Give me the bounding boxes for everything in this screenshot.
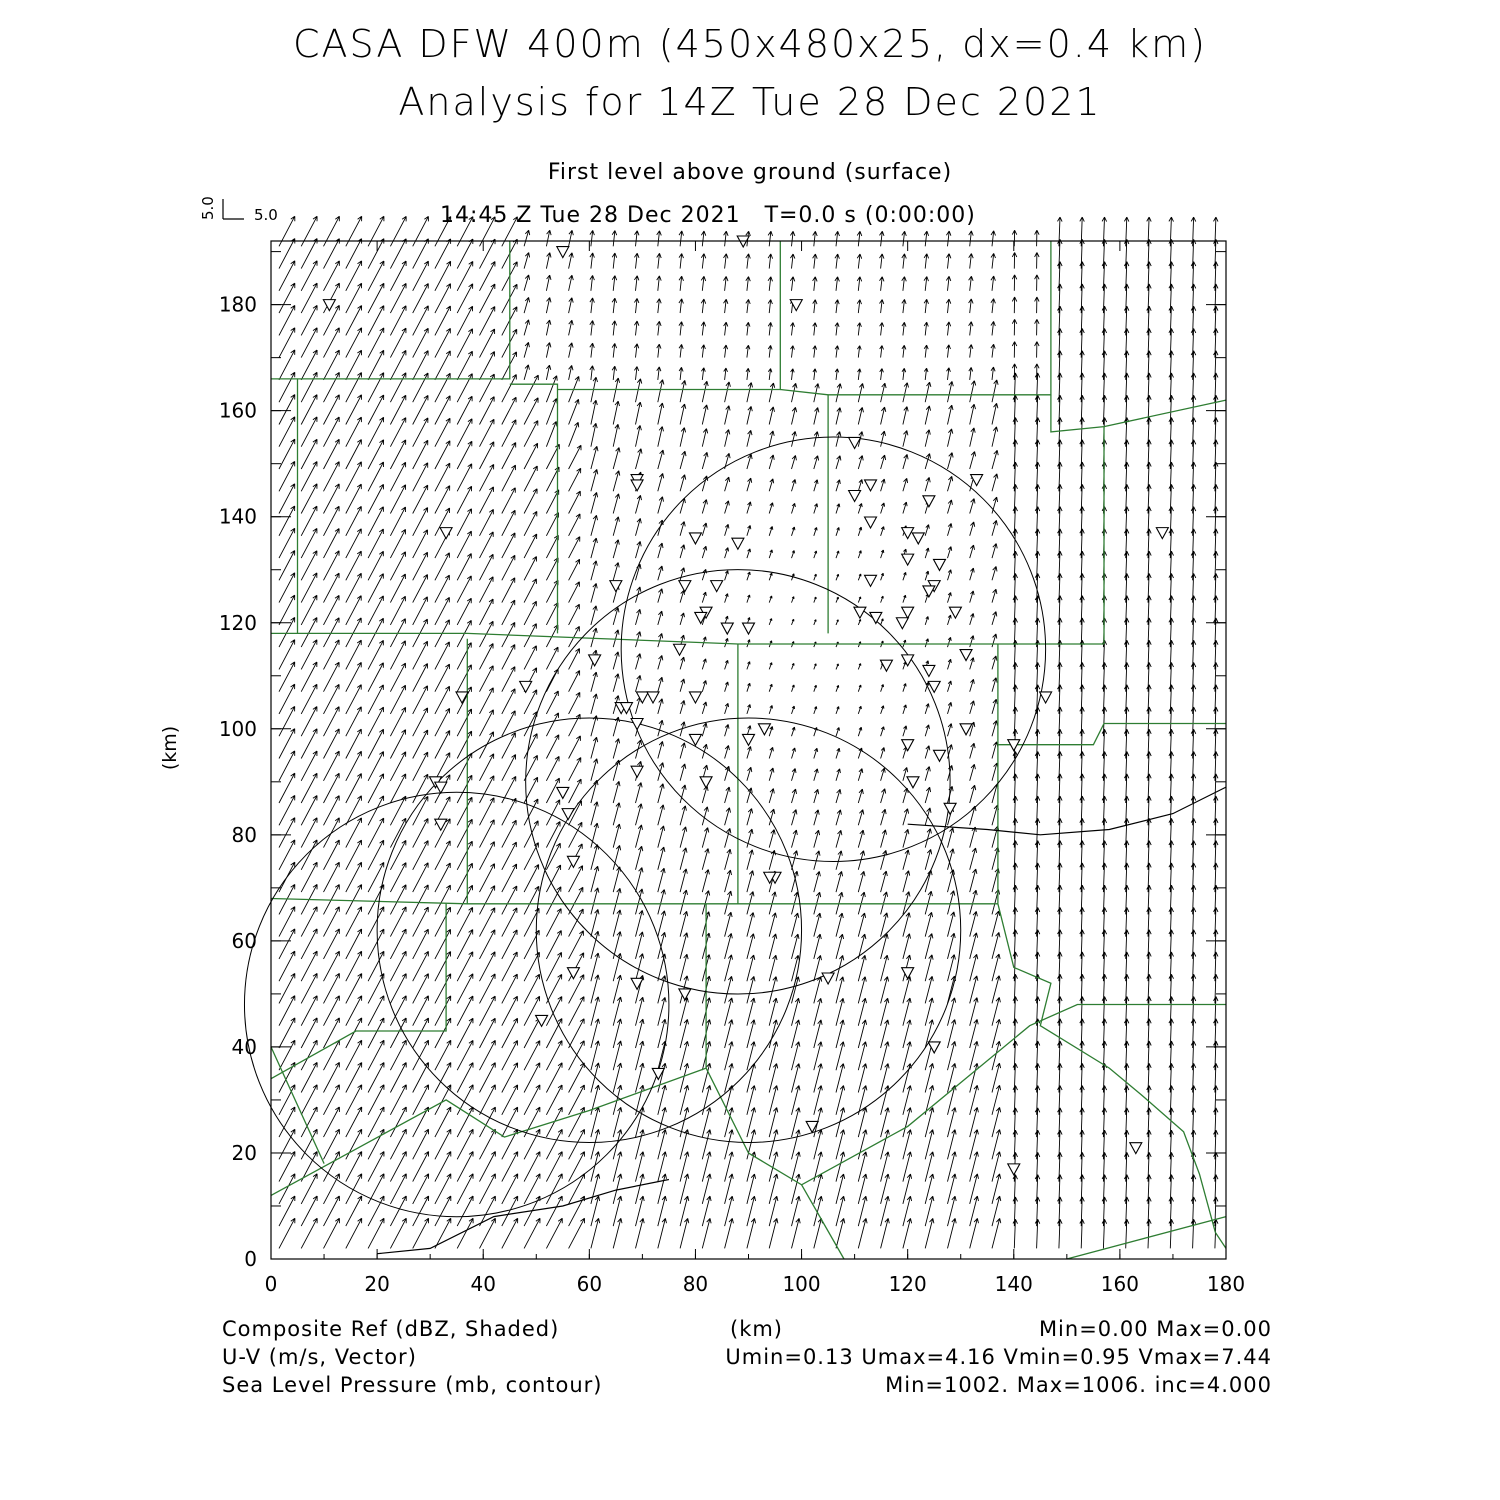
chart-title-line2: Analysis for 14Z Tue 28 Dec 2021 (398, 80, 1102, 124)
station-marker (907, 777, 919, 788)
radar-ring-layer (244, 437, 1045, 1217)
station-marker (557, 787, 569, 798)
station-marker (520, 681, 532, 692)
station-marker (1130, 1143, 1142, 1154)
station-marker (567, 968, 579, 979)
station-marker (636, 692, 648, 703)
x-tick-label: 160 (1100, 1272, 1139, 1296)
x-tick-label: 180 (1206, 1272, 1246, 1296)
station-marker (589, 655, 601, 666)
station-marker (1008, 1164, 1020, 1175)
station-marker (631, 978, 643, 989)
station-marker (960, 650, 972, 661)
station-marker (631, 766, 643, 777)
y-axis-label: (km) (159, 725, 181, 771)
y-tick-label: 0 (244, 1247, 257, 1271)
field2-label: U-V (m/s, Vector) (222, 1345, 417, 1369)
chart-title-line1: CASA DFW 400m (450x480x25, dx=0.4 km) (292, 22, 1207, 66)
pressure-contour (908, 787, 1226, 835)
station-marker (732, 538, 744, 549)
x-tick-label: 100 (782, 1272, 821, 1296)
county-boundary (271, 899, 998, 904)
field3-stats: Min=1002. Max=1006. inc=4.000 (885, 1373, 1272, 1397)
x-tick-label: 80 (682, 1272, 709, 1296)
y-tick-label: 120 (218, 610, 257, 635)
y-tick-label: 180 (218, 292, 257, 317)
station-marker (700, 777, 712, 788)
station-marker (557, 247, 569, 258)
station-marker (440, 528, 452, 539)
station-marker (567, 856, 579, 867)
vector-key (199, 196, 278, 224)
field3-label: Sea Level Pressure (mb, contour) (222, 1373, 603, 1397)
station-marker (743, 623, 755, 634)
y-tick-label: 160 (218, 398, 257, 423)
y-tick-label: 80 (231, 822, 257, 847)
vector-key-v: 5.0 (199, 196, 217, 220)
station-marker (849, 491, 861, 502)
county-boundary (780, 241, 1051, 395)
station-marker (435, 782, 447, 793)
station-marker (822, 973, 834, 984)
station-marker (631, 718, 643, 729)
station-marker (865, 517, 877, 528)
station-marker (647, 692, 659, 703)
level-subtitle: First level above ground (surface) (547, 160, 953, 185)
station-marker (536, 1015, 548, 1026)
forecast-time: T=0.0 s (0:00:00) (764, 203, 976, 228)
station-marker (902, 740, 914, 751)
station-marker (610, 581, 622, 592)
county-boundary (510, 384, 558, 633)
x-tick-label: 120 (888, 1272, 927, 1296)
station-marker (854, 607, 866, 618)
county-boundary (558, 241, 781, 390)
station-marker (1040, 692, 1052, 703)
station-marker (679, 581, 691, 592)
x-tick-label: 20 (364, 1272, 390, 1296)
axis-layer (219, 241, 1245, 1296)
y-tick-label: 100 (218, 716, 257, 741)
wind-vector-layer (279, 216, 1218, 1248)
station-marker (912, 533, 924, 544)
field1-label: Composite Ref (dBZ, Shaded) (222, 1317, 560, 1341)
station-marker (323, 300, 335, 311)
station-marker (902, 607, 914, 618)
station-marker (902, 968, 914, 979)
county-boundary (271, 241, 510, 379)
y-tick-label: 40 (231, 1034, 257, 1059)
x-axis-label: (km) (730, 1317, 784, 1341)
x-tick-label: 40 (470, 1272, 496, 1296)
x-tick-label: 60 (576, 1272, 603, 1296)
x-tick-label: 140 (994, 1272, 1033, 1296)
valid-time: 14:45 Z Tue 28 Dec 2021 (440, 203, 741, 228)
pressure-contour (377, 1180, 669, 1254)
station-marker (674, 644, 686, 655)
station-marker (923, 586, 935, 597)
station-marker (896, 618, 908, 629)
station-marker (934, 559, 946, 570)
station-marker (870, 612, 882, 623)
x-tick-label: 0 (264, 1272, 278, 1296)
station-marker (689, 692, 701, 703)
wind-vectors (279, 216, 1218, 1248)
station-marker (934, 750, 946, 761)
field1-stats: Min=0.00 Max=0.00 (1038, 1317, 1272, 1341)
station-marker (631, 480, 643, 491)
station-marker (758, 724, 770, 735)
county-boundary (271, 904, 446, 1079)
station-marker (689, 533, 701, 544)
vector-key-u: 5.0 (254, 206, 278, 224)
station-marker (679, 989, 691, 1000)
station-marker (743, 734, 755, 745)
county-boundary (1051, 395, 1226, 432)
station-marker (865, 480, 877, 491)
y-tick-label: 20 (231, 1140, 257, 1165)
y-tick-label: 140 (218, 504, 257, 529)
county-boundary (1067, 1217, 1226, 1259)
station-marker (865, 575, 877, 586)
station-marker (1156, 528, 1168, 539)
county-boundary (998, 724, 1226, 745)
station-marker (923, 496, 935, 507)
field2-stats: Umin=0.13 Umax=4.16 Vmin=0.95 Vmax=7.44 (725, 1345, 1272, 1369)
county-boundary (271, 633, 1104, 644)
station-marker (721, 623, 733, 634)
station-marker (711, 581, 723, 592)
station-marker (944, 803, 956, 814)
station-marker (923, 665, 935, 676)
station-marker (902, 554, 914, 565)
y-tick-label: 60 (231, 928, 257, 953)
